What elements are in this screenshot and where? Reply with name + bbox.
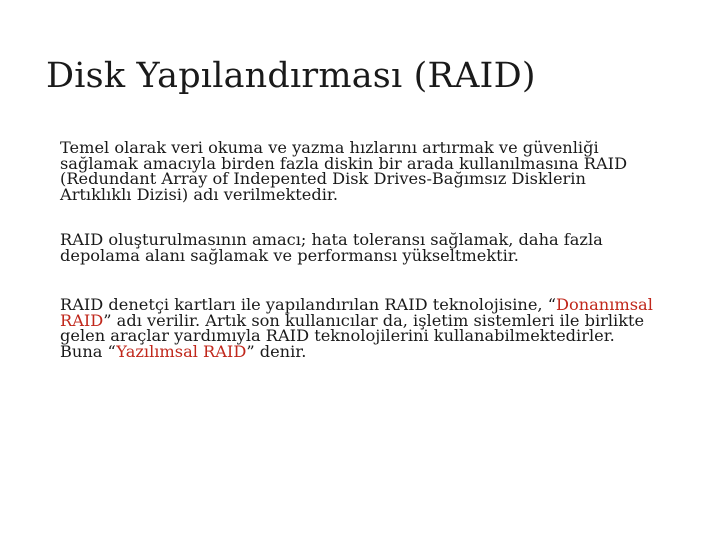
slide-body [60,140,660,359]
slide-title: Disk Yapılandırması (RAID) [46,56,536,96]
paragraph-text-segment: ” denir. [246,341,307,361]
hardware-raid-term: Donanımsal RAID [60,295,653,330]
paragraph-raid-types [60,297,660,359]
paragraph-raid-definition: Temel olarak veri okuma ve yazma hızlarını artırmak ve güvenliği sağlamak amacıyla birden fazla diskin bir arada kullanılmasına RAID (Redundant Array of Indepented Disk Drives-Bağımsız Disklerin Artıklıklı Dizisi) adı verilmektedir. [60,138,628,204]
paragraph-raid-purpose: RAID oluşturulmasının amacı; hata toleransı sağlamak, daha fazla depolama alanı sağlamak ve performansı yükseltmektir. [60,230,603,265]
paragraph-text-segment: RAID denetçi kartları ile yapılandırılan RAID teknolojisine, “ [60,295,556,314]
software-raid-term: Yazılımsal RAID [116,341,247,361]
paragraph-text-segment: ” adı verilir. Artık son kullanıcılar da, işletim sistemleri ile birlikte gelen araçlar yardımıyla RAID teknolojilerini kullanabilmektedirler. Buna “ [60,310,645,361]
